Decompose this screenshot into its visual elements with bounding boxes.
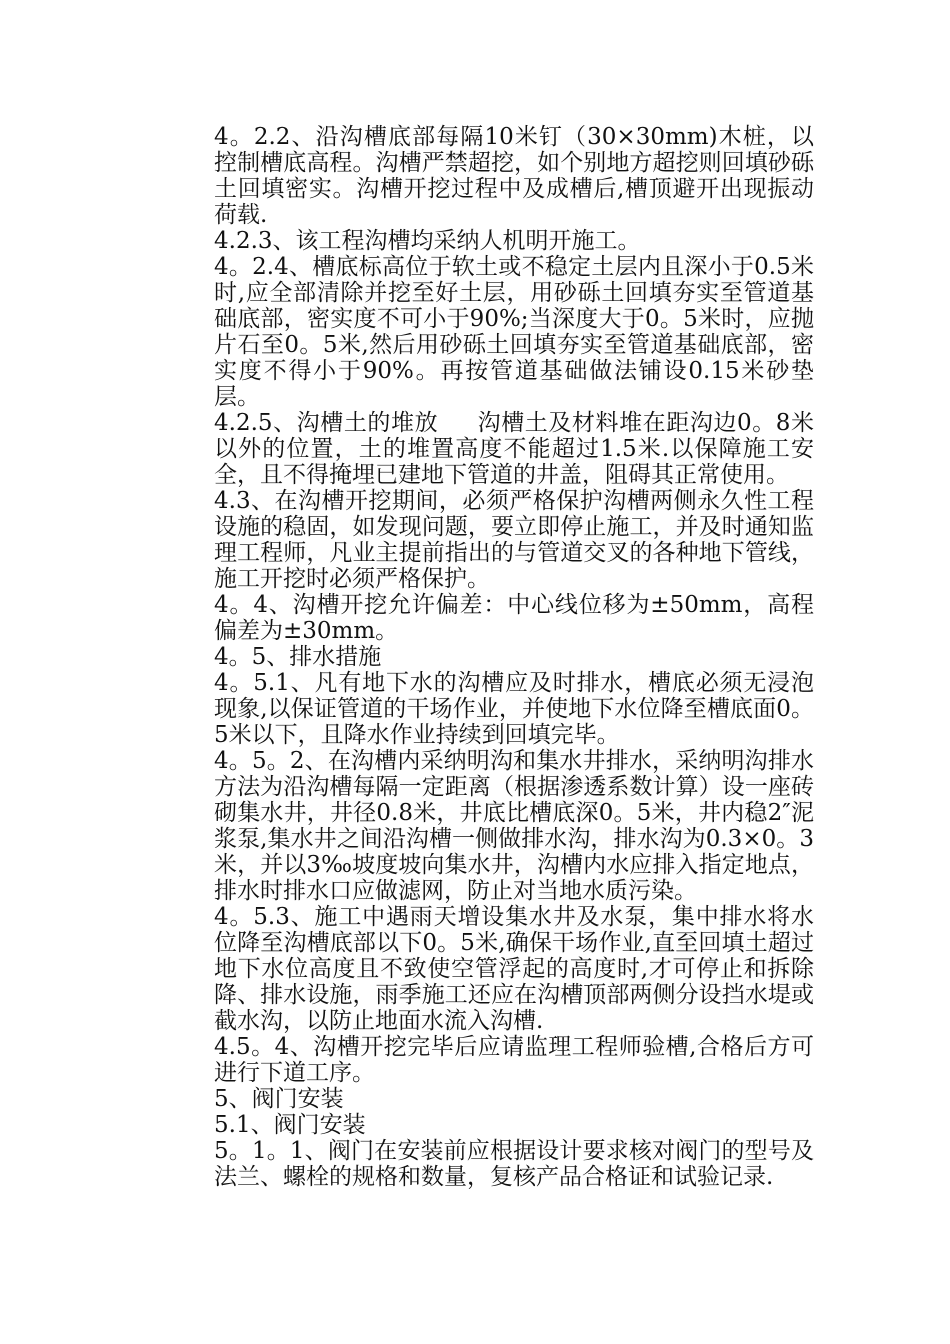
paragraph-5-1-1: 5。1。1、阀门在安装前应根据设计要求核对阀门的型号及法兰、螺栓的规格和数量，复核产品合格证和试验记录. (214, 1138, 814, 1190)
paragraph-4-5-4: 4.5。4、沟槽开挖完毕后应请监理工程师验槽,合格后方可进行下道工序。 (214, 1034, 814, 1086)
paragraph-4-3: 4.3、在沟槽开挖期间，必须严格保护沟槽两侧永久性工程设施的稳固，如发现问题，要立即停止施工，并及时通知监理工程师，凡业主提前指出的与管道交叉的各种地下管线，施工开挖时必须严格保护。 (214, 488, 814, 592)
paragraph-4-2-4: 4。2.4、槽底标高位于软土或不稳定土层内且深小于0.5米时,应全部清除并挖至好土层，用砂砾土回填夯实至管道基础底部，密实度不可小于90%;当深度大于0。5米时，应抛片石至0。5米,然后用砂砾土回填夯实至管道基础底部，密实度不得小于90%。再按管道基础做法铺设0.15米砂垫层。 (214, 254, 814, 410)
heading-5-1: 5.1、阀门安装 (214, 1112, 366, 1138)
paragraph-4-2-5: 4.2.5、沟槽土的堆放 沟槽土及材料堆在距沟边0。8米以外的位置，土的堆置高度不能超过1.5米.以保障施工安全，且不得掩埋已建地下管道的井盖，阻碍其正常使用。 (214, 410, 814, 488)
paragraph-4-2-3: 4.2.3、该工程沟槽均采纳人机明开施工。 (214, 228, 641, 254)
heading-5: 5、阀门安装 (214, 1086, 344, 1112)
paragraph-4-5-1: 4。5.1、凡有地下水的沟槽应及时排水，槽底必须无浸泡现象,以保证管道的干场作业，并使地下水位降至槽底面0。5米以下，且降水作业持续到回填完毕。 (214, 670, 814, 748)
paragraph-4-2-2: 4。2.2、沿沟槽底部每隔10米钉（30×30mm)木桩，以控制槽底高程。沟槽严禁超挖，如个别地方超挖则回填砂砾土回填密实。沟槽开挖过程中及成槽后,槽顶避开出现振动荷载. (214, 124, 814, 228)
paragraph-4-5-2: 4。5。2、在沟槽内采纳明沟和集水井排水，采纳明沟排水方法为沿沟槽每隔一定距离（根据渗透系数计算）设一座砖砌集水井，井径0.8米，井底比槽底深0。5米，井内稳2″泥浆泵,集水井之间沿沟槽一侧做排水沟，排水沟为0.3×0。3米，并以3‰坡度坡向集水井，沟槽内水应排入指定地点，排水时排水口应做滤网，防止对当地水质污染。 (214, 748, 814, 904)
heading-4-5: 4。5、排水措施 (214, 644, 382, 670)
document-body (214, 124, 814, 1190)
paragraph-4-5-3: 4。5.3、施工中遇雨天增设集水井及水泵，集中排水将水位降至沟槽底部以下0。5米,确保干场作业,直至回填土超过地下水位高度且不致使空管浮起的高度时,才可停止和拆除降、排水设施，雨季施工还应在沟槽顶部两侧分设挡水堤或截水沟，以防止地面水流入沟槽. (214, 904, 814, 1034)
paragraph-4-4: 4。4、沟槽开挖允许偏差：中心线位移为±50mm，高程偏差为±30mm。 (214, 592, 814, 644)
